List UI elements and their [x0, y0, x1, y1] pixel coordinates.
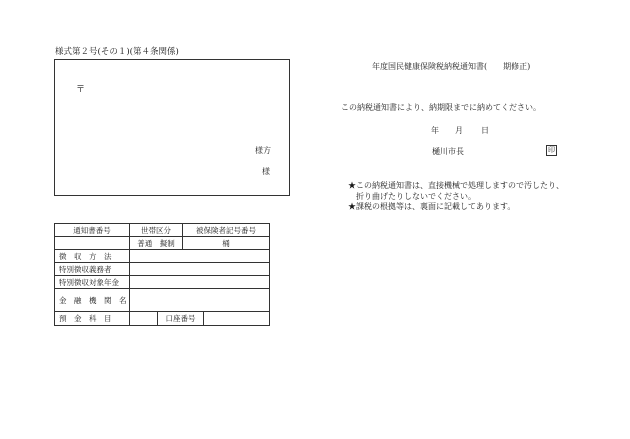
note-line: 折り曲げたりしないでください。 — [348, 192, 476, 201]
bank-name-value — [130, 289, 270, 312]
table-row — [55, 250, 270, 263]
table-row — [55, 289, 270, 312]
header-insured-number: 被保険者記号番号 — [183, 224, 270, 237]
account-number-value — [204, 312, 270, 326]
table-row — [55, 263, 270, 276]
insured-number-value: 桶 — [183, 237, 270, 250]
date-month: 月 — [455, 126, 463, 135]
note-line: ★この納税通知書は、直接機械で処理しますので汚したり、 — [348, 181, 564, 190]
collection-method-label: 徴 収 方 法 — [55, 250, 130, 263]
special-pension-value — [130, 276, 270, 289]
header-household-type: 世帯区分 — [130, 224, 183, 237]
special-pension-label: 特別徴収対象年金 — [55, 276, 130, 289]
form-reference: 様式第２号(その１)(第４条関係) — [55, 47, 179, 57]
header-notice-number: 通知書番号 — [55, 224, 130, 237]
notice-note-2: ★課税の根拠等は、裏面に記載してあります。 — [348, 202, 516, 211]
table-row — [55, 237, 270, 250]
collection-method-value — [130, 250, 270, 263]
special-obligor-label: 特別徴収義務者 — [55, 263, 130, 276]
notice-number-value — [55, 237, 130, 250]
notice-note-1 — [348, 180, 564, 202]
table-row — [55, 224, 270, 237]
seal-stamp: 印 — [548, 146, 555, 154]
date-day: 日 — [481, 126, 489, 135]
table-row — [55, 276, 270, 289]
deposit-type-value — [130, 312, 158, 326]
info-table — [54, 223, 270, 326]
postal-mark-icon: 〒 — [76, 85, 86, 95]
table-row — [55, 312, 270, 326]
notice-title: 年度国民健康保険税納税通知書( 期修正) — [372, 62, 531, 71]
recipient-honorific-label: 様 — [262, 167, 270, 176]
issue-date — [431, 126, 491, 136]
bank-name-label: 金 融 機 関 名 — [55, 289, 130, 312]
special-obligor-value — [130, 263, 270, 276]
deposit-type-label: 預 金 科 目 — [55, 312, 130, 326]
household-type-value: 普通 擬制 — [130, 237, 183, 250]
account-number-label: 口座番号 — [158, 312, 204, 326]
address-box — [54, 59, 290, 196]
recipient-care-of-label: 様方 — [255, 146, 271, 155]
issuer-mayor: 樋川市長 — [432, 147, 464, 156]
notice-statement: この納税通知書により、納期限までに納めてください。 — [341, 103, 541, 112]
date-year: 年 — [431, 126, 439, 135]
